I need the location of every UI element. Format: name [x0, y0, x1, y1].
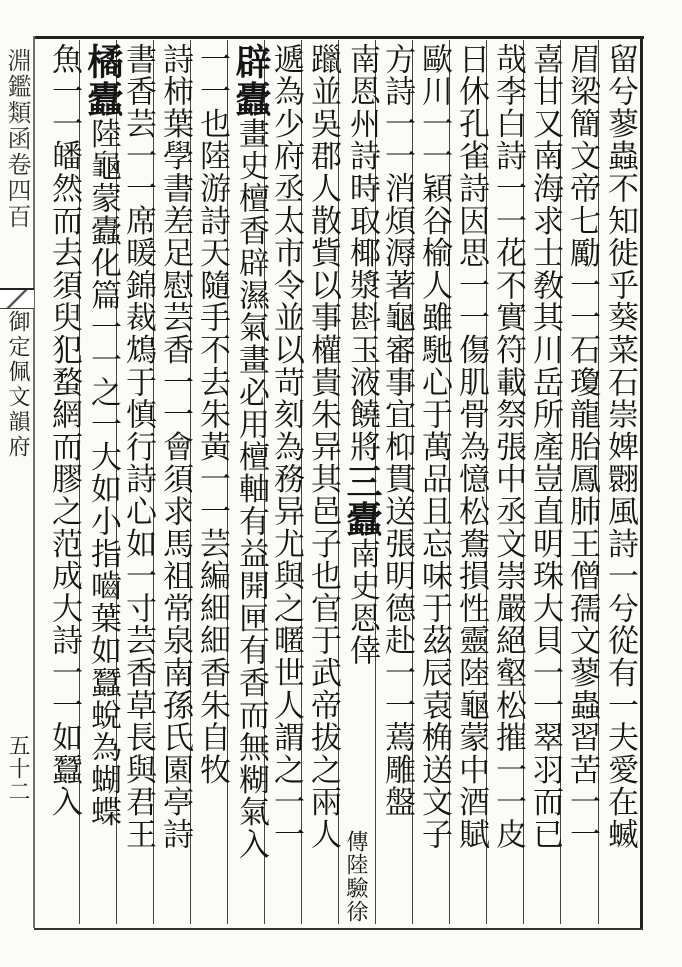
text-column: 日休孔雀詩因思一一傷肌骨為憶松鴦損性靈陸龜蒙中酒賦 — [453, 43, 489, 851]
text-column: 南恩州詩時取椰漿斟玉液饒將三蠹南史恩倖 — [341, 43, 383, 667]
text-column: 哉李白詩一一花不實符載祭張中丞文崇嚴絕壑松摧一一皮 — [490, 43, 526, 851]
text-column: 歐川一一穎谷榆人雖馳心于萬品且忘味于茲辰袁桷送文子 — [416, 43, 452, 851]
text-column: 橘蠹陸龜蒙蠹化篇一一之一大如小指嚙葉如蠶蛻為蝴蝶 — [82, 43, 124, 829]
frame-top-border — [34, 36, 644, 39]
page-number: 五十二 — [5, 734, 30, 803]
margin-section-title: 淵鑑類函卷四百 — [3, 48, 31, 230]
text-column: 辟蠹畫史檀香辟濕氣畫必用檀軸有益開匣有香而無糊氣入 — [230, 43, 272, 861]
frame-right-border — [640, 36, 643, 928]
text-column: 方詩一一消煩溽著龜審事宜枊貫送張明德赴一一蔫雕盤 — [379, 43, 415, 819]
text-column: 詩柿葉學書差足慰芸香一一會須求馬祖常泉南孫氏園亭詩 — [157, 43, 193, 851]
margin-book-title: 御定佩文韻府 — [5, 310, 30, 460]
entry-heading: 辟蠹 — [230, 43, 272, 118]
entry-heading: 橘蠹 — [82, 43, 124, 118]
frame-left-border — [34, 36, 35, 928]
text-column: 一一也陸游詩天隨手不去朱黃一一芸編細細香朱自牧 — [194, 43, 230, 786]
text-column: 留兮蓼蟲不知徙乎葵菜石崇婢翾風詩一兮從有一夫愛在蝛 — [602, 43, 638, 851]
fish-tail-ornament — [0, 288, 34, 309]
text-column: 躐並吳郡人散貲以事權貴朱异其邑子也官于武帝拔之兩人 — [305, 43, 341, 851]
text-column: 書香芸一一席暖錦裁鴆于慎行詩心如一寸芸香草長與君王 — [120, 43, 156, 851]
frame-bottom-border — [34, 928, 643, 930]
entry-heading: 三蠹 — [341, 462, 383, 538]
text-column: 遞為少府丞太市令並以苛刻為務异尤與之暱世人謂之一一 — [268, 43, 304, 851]
text-column: 魚一一皤然而去須臾犯蝥網而膠之范成大詩一一如蠶入 — [46, 43, 82, 819]
text-column: 喜甘又南海求士敎其川岳所產豈直明珠大貝一一翠羽而已 — [527, 43, 563, 851]
text-column: 眉梁簡文帝七勵一一石瓊龍胎鳳肺王僧孺文蓼蟲習苦一一 — [564, 43, 600, 851]
small-annotation: 傳陸驗徐 — [343, 830, 368, 924]
